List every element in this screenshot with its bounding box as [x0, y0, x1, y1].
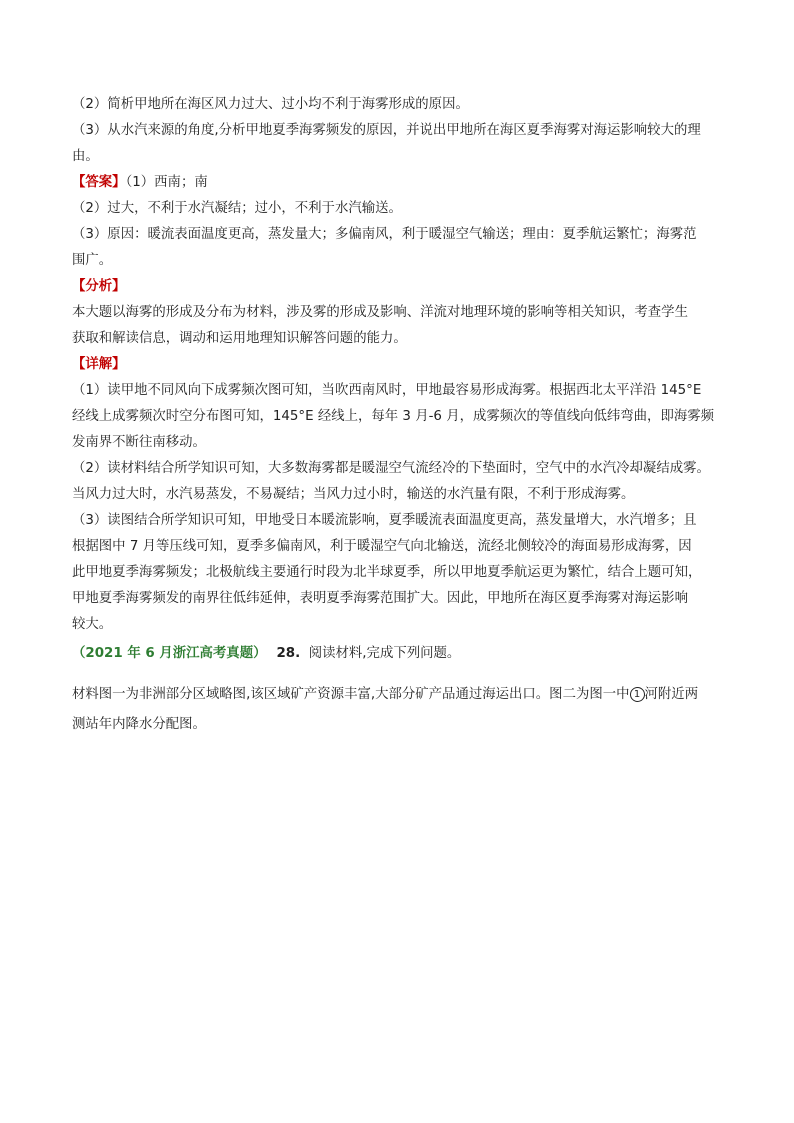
detail-3-line-3: 此甲地夏季海雾频发；北极航线主要通行时段为北半球夏季，所以甲地夏季航运更为繁忙，结合上题可知， [72, 565, 702, 580]
material-line-1-end: 河附近两 [644, 687, 699, 703]
detail-2-line-2: 当风力过大时，水汽易蒸发，不易凝结；当风力过小时，输送的水汽量有限，不利于形成海雾。 [72, 487, 635, 502]
answer-label: 【答案】 [72, 175, 126, 190]
document-content [72, 92, 724, 754]
answer-3-line-1: （3）原因：暖流表面温度更高，蒸发量大；多偏南风，利于暖湿空气输送；理由：夏季航运繁忙；海雾范 [72, 227, 697, 242]
question-prompt: 阅读材料,完成下列问题。 [308, 646, 461, 661]
detail-3-line-4: 甲地夏季海雾频发的南界往低纬延伸，表明夏季海雾范围扩大。因此，甲地所在海区夏季海雾对海运影响 [72, 591, 688, 606]
detail-label: 【详解】 [72, 357, 126, 372]
next-question-header [72, 641, 724, 667]
answer-3-line-2: 围广。 [72, 253, 113, 268]
answer-line-1 [72, 170, 724, 196]
material-line-2: 测站年内降水分配图。 [72, 717, 206, 733]
question-number: 28. [276, 646, 301, 661]
analysis-line-2: 获取和解读信息，调动和运用地理知识解答问题的能力。 [72, 331, 407, 346]
detail-1-line-2: 经线上成雾频次时空分布图可知，145°E 经线上，每年 3 月-6 月，成雾频次的等值线向低纬弯曲，即海雾频 [72, 409, 715, 424]
question-2: （2）简析甲地所在海区风力过大、过小均不利于海雾形成的原因。 [72, 97, 469, 112]
material-line-1: 材料图一为非洲部分区域略图,该区域矿产资源丰富,大部分矿产品通过海运出口。图二为图一中 [72, 687, 630, 703]
question-3-line-1: （3）从水汽来源的角度,分析甲地夏季海雾频发的原因，并说出甲地所在海区夏季海雾对海运影响较大的理 [72, 123, 701, 138]
detail-3-line-2: 根据图中 7 月等压线可知，夏季多偏南风，利于暖湿空气向北输送，流经北侧较冷的海面易形成海雾，因 [72, 539, 692, 554]
answer-2: （2）过大，不利于水汽凝结；过小，不利于水汽输送。 [72, 201, 402, 216]
detail-2-line-1: （2）读材料结合所学知识可知，大多数海雾都是暖湿空气流经冷的下垫面时，空气中的水汽冷却凝结成雾。 [72, 461, 710, 476]
material-text [72, 680, 724, 740]
answer-1: （1）西南；南 [125, 175, 208, 190]
detail-1-line-3: 发南界不断往南移动。 [72, 435, 206, 450]
question-source: （2021 年 6 月浙江高考真题） [72, 646, 267, 661]
analysis-label: 【分析】 [72, 279, 126, 294]
detail-1-line-1: （1）读甲地不同风向下成雾频次图可知，当吹西南风时，甲地最容易形成海雾。根据西北太平洋沿 145°E [72, 383, 702, 398]
circled-number: 1 [630, 687, 645, 702]
question-3-line-2: 由。 [72, 149, 99, 164]
detail-3-line-1: （3）读图结合所学知识可知，甲地受日本暖流影响，夏季暖流表面温度更高，蒸发量增大，水汽增多；且 [72, 513, 697, 528]
detail-3-line-5: 较大。 [72, 617, 113, 632]
analysis-line-1: 本大题以海雾的形成及分布为材料，涉及雾的形成及影响、洋流对地理环境的影响等相关知识，考查学生 [72, 305, 688, 320]
